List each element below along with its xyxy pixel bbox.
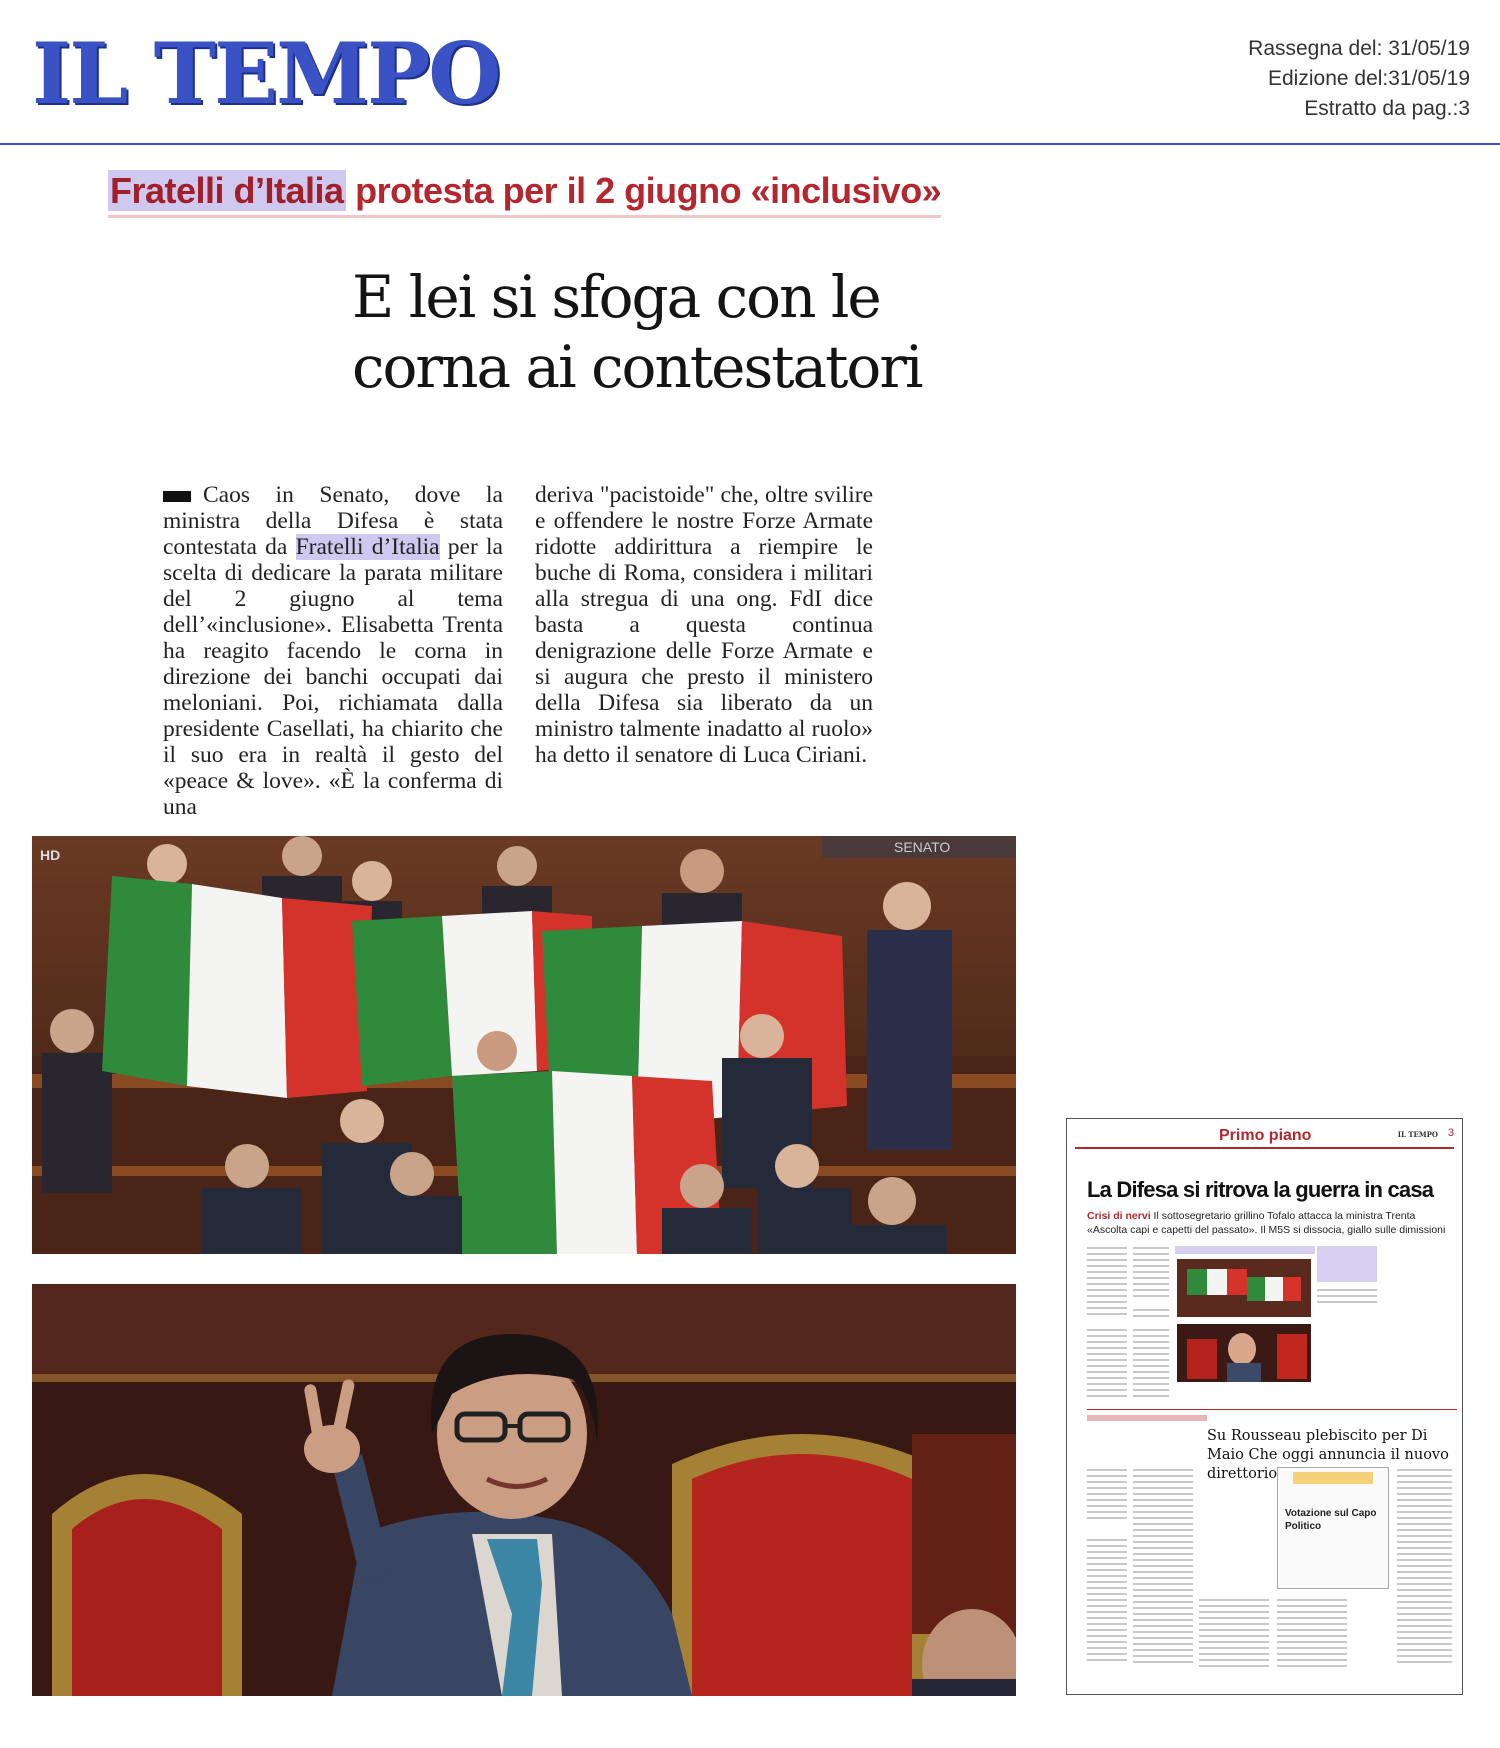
col1-text-b: per la scelta di dedicare la parata militare del 2 giugno al tema dell’«inclusione». Elisabetta Trenta ha reagito facendo le corna in direzione dei banchi occupati dai meloniani. Poi, richiamata dalla presidente Casellati, ha chiarito che il suo era in realtà il gesto del «peace & love». «È la conferma di una bbox=[163, 534, 503, 820]
article-kicker bbox=[108, 170, 941, 218]
clipping-metadata bbox=[1248, 34, 1470, 124]
col2-text: deriva "pacistoide" che, oltre svilire e offendere le nostre Forze Armate ridotte addirittura a riempire le buche di Roma, considera i militari alla stregua di una ong. FdI dice basta a questa continua denigrazione delle Forze Armate e si augura che presto il ministero della Difesa sia liberato da un ministro talmente inadatto al ruolo» ha detto il senatore di Luca Ciriani. bbox=[535, 482, 873, 768]
thumb-headline: La Difesa si ritrova la guerra in casa bbox=[1087, 1177, 1434, 1202]
senate-caption: SENATO bbox=[894, 839, 951, 855]
senate-flags-photo bbox=[32, 836, 1016, 1254]
thumb-second-headline: Su Rousseau plebiscito per Di Maio Che oggi annuncia il nuovo direttorio bbox=[1207, 1428, 1449, 1482]
kicker-highlight: Fratelli d’Italia bbox=[110, 170, 344, 211]
masthead-logo: IL TEMPO bbox=[32, 24, 500, 123]
thumb-page-number: 3 bbox=[1447, 1127, 1454, 1139]
kicker-text: protesta per il 2 giugno «inclusivo» bbox=[345, 170, 942, 211]
thumb-section: Primo piano bbox=[1219, 1127, 1312, 1144]
thumb-vote-title: Votazione sul Capo Politico bbox=[1285, 1508, 1377, 1532]
thumb-sub-label: Crisi di nervi bbox=[1087, 1210, 1151, 1222]
minister-gesture-photo bbox=[32, 1284, 1016, 1696]
thumb-logo: IL TEMPO bbox=[1397, 1130, 1438, 1139]
estratto-page: Estratto da pag.:3 bbox=[1304, 97, 1470, 120]
edizione-date: Edizione del:31/05/19 bbox=[1268, 67, 1470, 90]
thumb-sub-text: Il sottosegretario grillino Tofalo attacca la ministra Trenta «Ascolta capi e capetti del passato». Il M5S si dissocia, giallo sulle dimissioni bbox=[1087, 1210, 1446, 1236]
thumb-rule bbox=[1075, 1147, 1454, 1149]
col1-text-a: Caos in Senato, dove la ministra della Difesa è stata contestata da bbox=[163, 482, 503, 560]
article-column-1 bbox=[163, 482, 503, 820]
italian-flag-1 bbox=[102, 876, 372, 1098]
header-divider bbox=[0, 143, 1500, 145]
senate-flags-illustration bbox=[32, 836, 1016, 1254]
article-headline: E lei si sfoga con le corna ai contestatori bbox=[352, 263, 922, 401]
thumb-vote-logo bbox=[1293, 1472, 1373, 1484]
hd-badge: HD bbox=[40, 847, 61, 863]
rassegna-date: Rassegna del: 31/05/19 bbox=[1248, 37, 1470, 60]
thumb-subheadline bbox=[1087, 1209, 1452, 1237]
col1-highlight: Fratelli d’Italia bbox=[295, 534, 440, 560]
page-thumbnail[interactable] bbox=[1066, 1118, 1463, 1695]
minister-gesture-illustration bbox=[32, 1284, 1016, 1696]
article-column-2 bbox=[535, 482, 873, 768]
thumb-layout-graphic bbox=[1067, 1119, 1462, 1694]
lead-bullet-icon bbox=[163, 491, 191, 502]
